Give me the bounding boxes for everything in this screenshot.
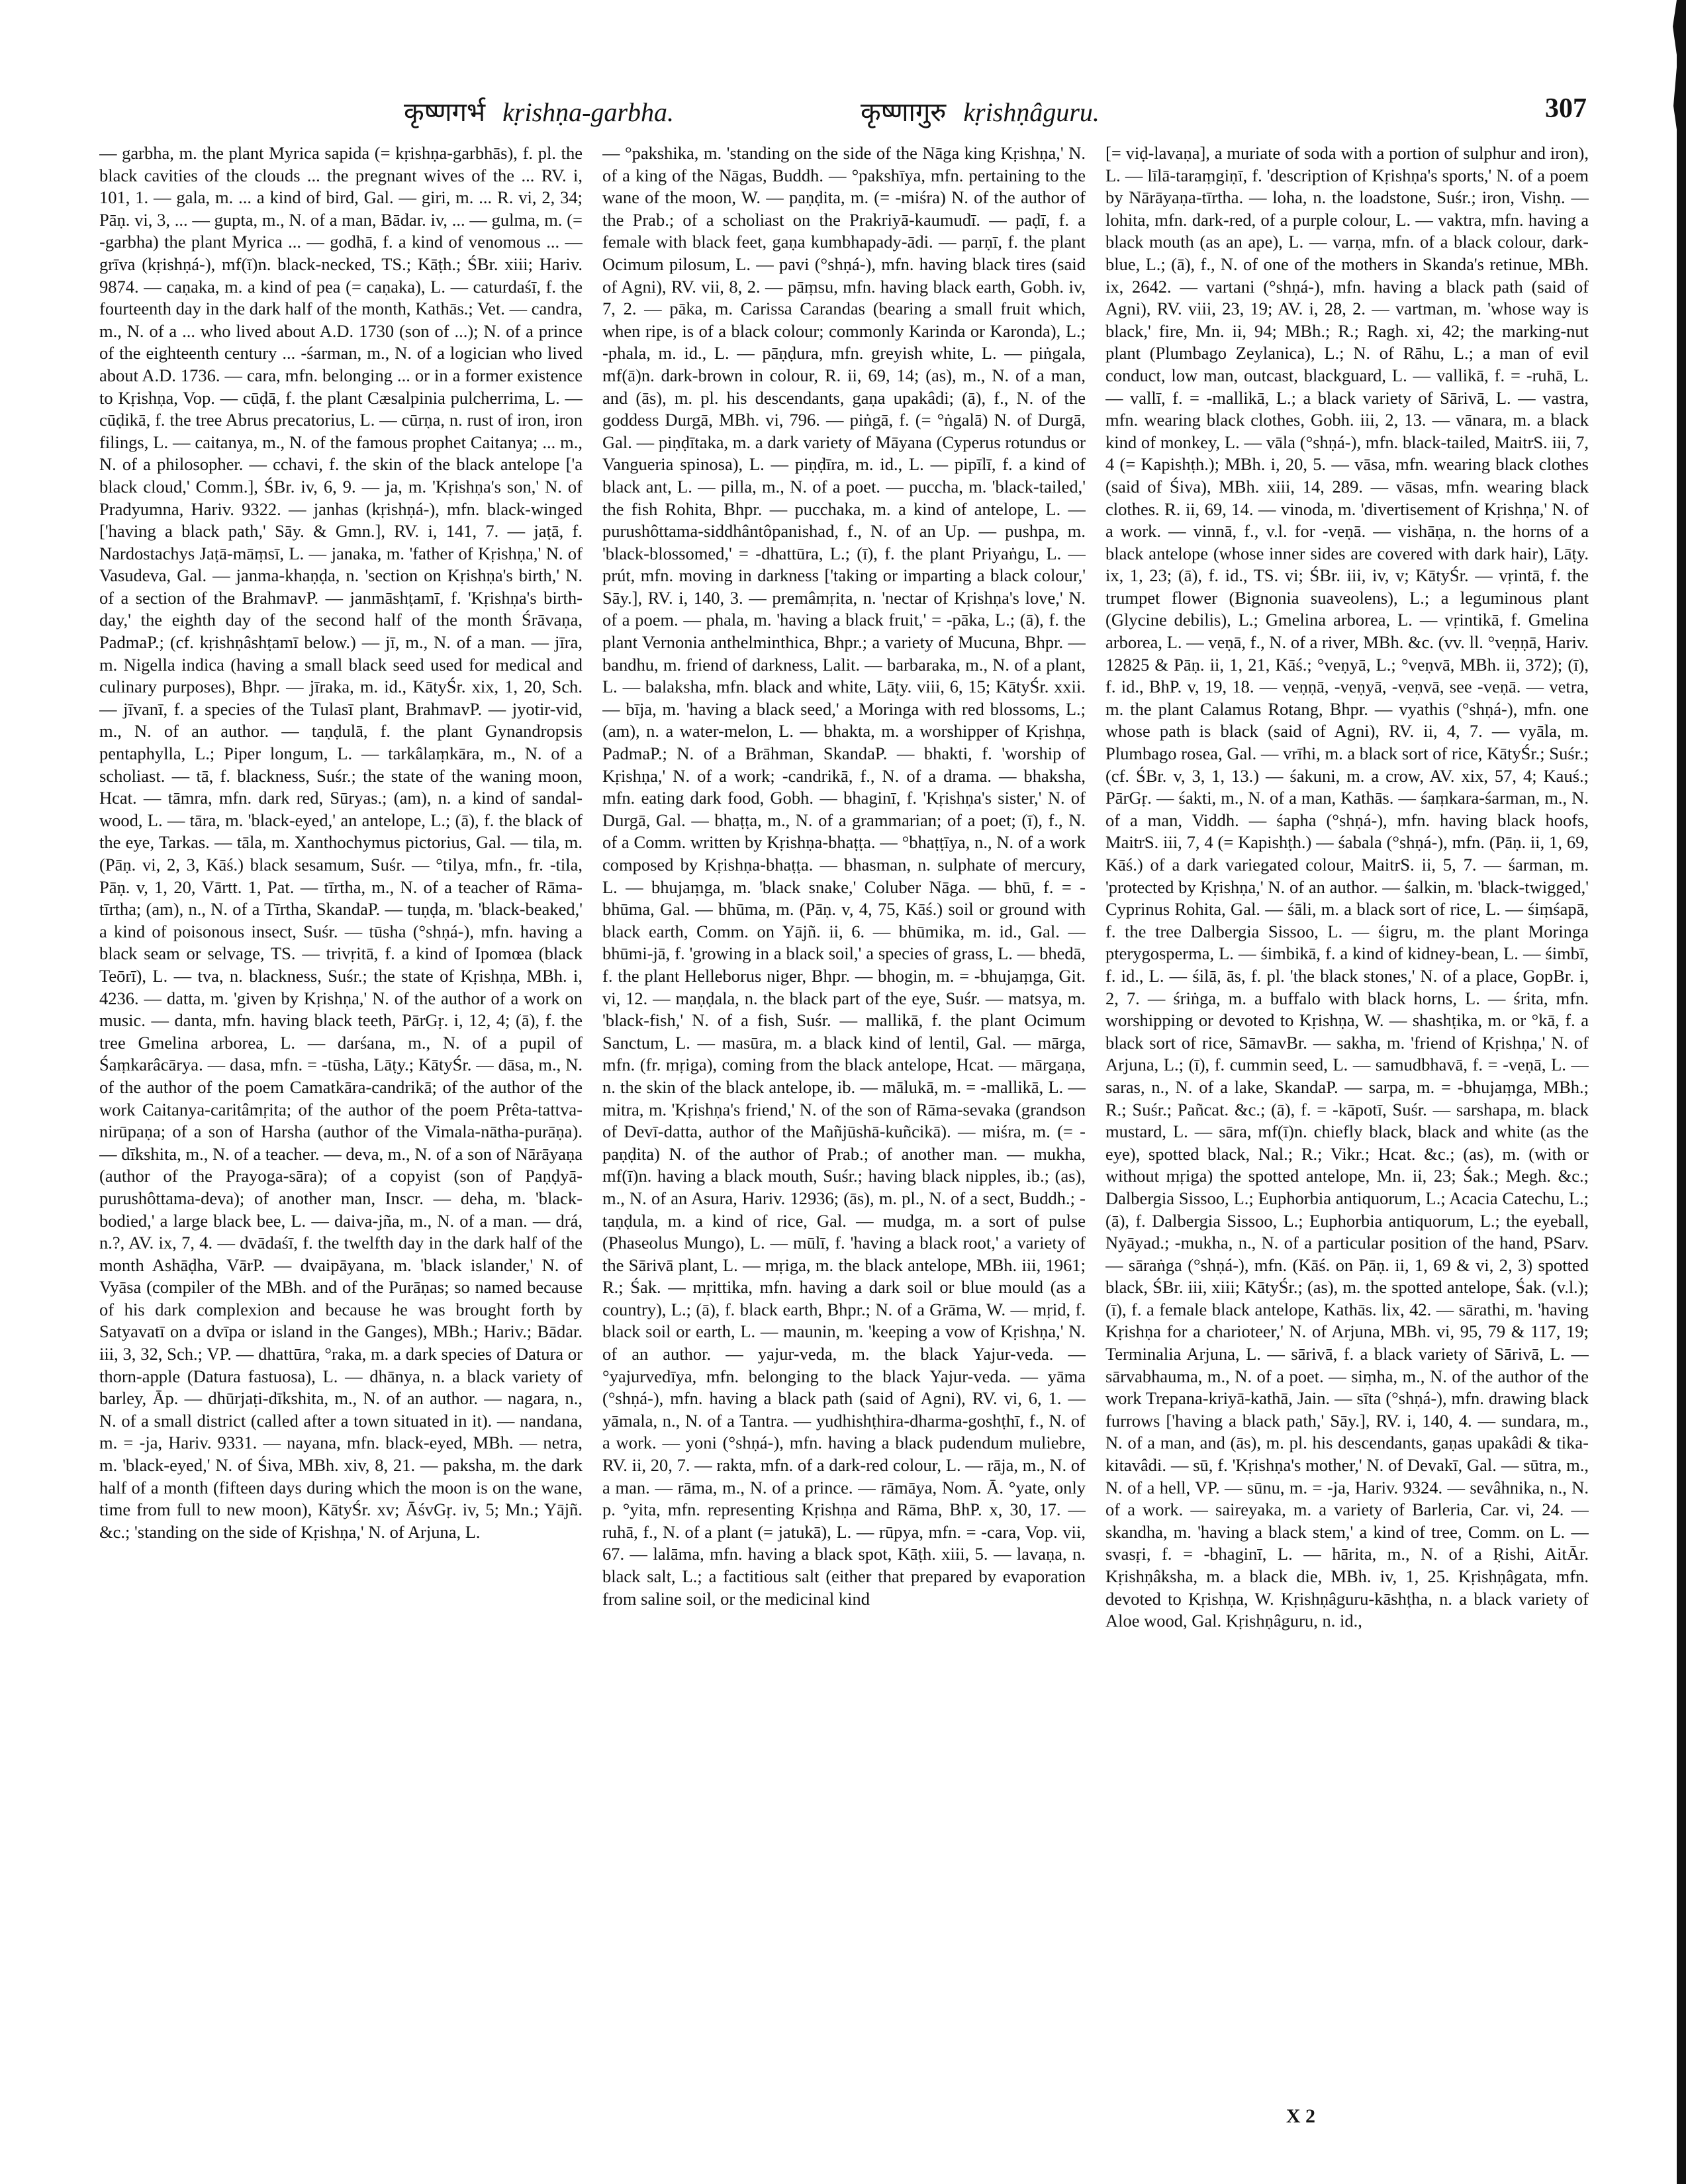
dictionary-columns (99, 142, 1589, 2109)
column-right-text: [= viḍ-lavaṇa], a muriate of soda with a portion of sulphur and iron), L. — līlā-taraṃgiṇī, f. 'description of Kṛishṇa's sports,' N. of a poem by Nārāyaṇa-tīrtha. — loha, n. the loadstone, Suśr.; iron, Vishṇ. — lohita, mfn. dark-red, of a purple colour, L. — vaktra, mfn. having a black mouth (as an ape), L. — varṇa, mfn. of a black colour, dark-blue, L.; (ā), f., N. of one of the mothers in Skanda's retinue, MBh. ix, 2642. — vartani (°shṇá-), mfn. having a black path (said of Agni), RV. viii, 23, 19; AV. i, 28, 2. — vartman, m. 'whose way is black,' fire, Mn. ii, 94; MBh.; R.; Ragh. xi, 42; the marking-nut plant (Plumbago Zeylanica), L.; N. of Rāhu, L.; a man of evil conduct, low man, outcast, blackguard, L. — vallikā, f. = -ruhā, L. — vallī, f. = -mallikā, L.; a black variety of Sārivā, L. — vastra, mfn. wearing black clothes, Gobh. iii, 2, 13. — vānara, m. a black kind of monkey, L. — vāla (°shṇá-), mfn. black-tailed, MaitrS. iii, 7, 4 (= Kapishṭh.); MBh. i, 20, 5. — vāsa, mfn. wearing black clothes (said of Śiva), MBh. xiii, 14, 289. — vāsas, mfn. wearing black clothes. R. ii, 69, 14. — vinoda, m. 'divertisement of Kṛishṇa,' N. of a work. — vinnā, f., v.l. for -veṇā. — vishāṇa, n. the horns of a black antelope (whose inner sides are covered with dark hair), Lāṭy. ix, 1, 23; (ā), f. id., TS. vi; ŚBr. iii, iv, v; KātyŚr. — vṛintā, f. the trumpet flower (Bignonia suaveolens), L.; a leguminous plant (Glycine debilis), L.; Gmelina arborea, L. — vṛintikā, f. Gmelina arborea, L. — veṇā, f., N. of a river, MBh. &c. (vv. ll. °veṇṇā, Hariv. 12825 & Pāṇ. ii, 1, 21, Kāś.; °veṇyā, L.; °veṇvā, MBh. ii, 372); (ī), f. id., BhP. v, 19, 18. — veṇṇā, -veṇyā, -veṇvā, see -veṇā. — vetra, m. the plant Calamus Rotang, Bhpr. — vyathis (°shṇá-), mfn. one whose path is black (said of Agni), RV. ii, 4, 7. — vyāla, m. Plumbago rosea, Gal. — vrīhi, m. a black sort of rice, KātyŚr.; Suśr.; (cf. ŚBr. v, 3, 1, 13.) — śakuni, m. a crow, AV. xix, 57, 4; Kauś.; PārGṛ. — śakti, m., N. of a man, Kathās. — śaṃkara-śarman, m., N. of a man, Viddh. — śapha (°shṇá-), mfn. having black hoofs, MaitrS. iii, 7, 4 (= Kapishṭh.) — śabala (°shṇá-), mfn. (Pāṇ. ii, 1, 69, Kāś.) of a dark variegated colour, MaitrS. ii, 5, 7. — śarman, m. 'protected by Kṛishṇa,' N. of an author. — śalkin, m. 'black-twigged,' Cyprinus Rohita, Gal. — śāli, m. a black sort of rice, L. — śiṃśapā, f. the tree Dalbergia Sissoo, L. — śigru, m. the plant Moringa pterygosperma, L. — śimbikā, f. a kind of kidney-bean, L. — śimbī, f. id., L. — śilā, ās, f. pl. 'the black stones,' N. of a place, GopBr. i, 2, 7. — śriṅga, m. a buffalo with black horns, L. — śrita, mfn. worshipping or devoted to Kṛishṇa, W. — shashṭika, m. or °kā, f. a black sort of rice, SāmavBr. — sakha, m. 'friend of Kṛishṇa,' N. of Arjuna, L.; (ī), f. cummin seed, L. — samudbhavā, f. = -veṇā, L. — saras, n., N. of a lake, SkandaP. — sarpa, m. = -bhujaṃga, MBh.; R.; Suśr.; Pañcat. &c.; (ā), f. = -kāpotī, Suśr. — sarshapa, m. black mustard, L. — sāra, mf(ī)n. chiefly black, black and white (as the eye), spotted black, Nal.; R.; Vikr.; Hcat. &c.; (as), m. (with or without mṛiga) the spotted antelope, Mn. ii, 23; Śak.; Megh. &c.; Dalbergia Sissoo, L.; Euphorbia antiquorum, L.; Acacia Catechu, L.; (ā), f. Dalbergia Sissoo, L.; Euphorbia antiquorum, L.; the eyeball, Nyāyad.; -mukha, n., N. of a particular position of the hand, PSarv. — sāraṅga (°shṇá-), mfn. (Kāś. on Pāṇ. ii, 1, 69 & vi, 2, 3) spotted black, ŚBr. iii, xiii; KātyŚr.; (as), m. the spotted antelope, Śak. (v.l.); (ī), f. a female black antelope, Kathās. lix, 42. — sārathi, m. 'having Kṛishṇa for a charioteer,' N. of Arjuna, MBh. vi, 95, 79 & 117, 19; Terminalia Arjuna, L. — sārivā, f. a black variety of Sārivā, L. — sārvabhauma, m., N. of a poet. — siṃha, m., N. of the author of the work Trepana-kriyā-kathā, Jain. — sīta (°shṇá-), mfn. drawing black furrows ['having a black path,' Sāy.], RV. i, 140, 4. — sundara, m., N. of a man, and (ās), m. pl. his descendants, gaṇas upakâdi & tika-kitavâdi. — sū, f. 'Kṛishṇa's mother,' N. of Devakī, Gal. — sūtra, m., N. of a hell, VP. — sūnu, m. = -ja, Hariv. 9324. — sevâhnika, n., N. of a work. — saireyaka, m. a variety of Barleria, Car. vi, 24. — skandha, m. 'having a black stem,' a kind of tree, Comm. on L. — svasṛi, f. = -bhaginī, L. — hārita, m., N. of a Ṛishi, AitĀr. Kṛishṇâksha, m. a black die, MBh. iv, 1, 25. Kṛishṇâgata, mfn. devoted to Kṛishṇa, W. Kṛishṇâguru-kāshṭha, n. a black variety of Aloe wood, Gal. Kṛishṇâguru, n. id., (1105, 143, 1589, 1631)
signature-mark: X 2 (1286, 2105, 1315, 2127)
page-number: 307 (1545, 93, 1587, 124)
right-headword-transliteration: kṛishṇâguru. (963, 97, 1100, 127)
left-headword-transliteration: kṛishṇa-garbha. (502, 97, 675, 127)
column-middle (602, 142, 1086, 2109)
right-headword-devanagari: कृष्णागुरु (861, 97, 947, 128)
left-headword-devanagari: कृष्णगर्भ (404, 97, 486, 128)
right-running-head (861, 93, 1100, 129)
scan-edge-border (1671, 0, 1686, 2184)
column-left-text: — garbha, m. the plant Myrica sapida (= kṛishṇa-garbhās), f. pl. the black cavities of the clouds ... the pregnant wives of the ... RV. i, 101, 1. — gala, m. ... a kind of bird, Gal. — giri, m. ... R. vi, 2, 34; Pāṇ. vi, 3, ... — gupta, m., N. of a man, Bādar. iv, ... — gulma, m. (= -garbha) the plant Myrica ... — godhā, f. a kind of venomous ... — grīva (kṛishṇá-), mf(ī)n. black-necked, TS.; Kāṭh.; ŚBr. xiii; Hariv. 9874. — caṇaka, m. a kind of pea (= caṇaka), L. — caturdaśī, f. the fourteenth day in the dark half of the month, Kathās.; Vet. — candra, m., N. of a ... who lived about A.D. 1730 (son of ...); N. of a prince of the eighteenth century ... -śarman, m., N. of a logician who lived about A.D. 1736. — cara, mfn. belonging ... or in a former existence to Kṛishṇa, Vop. — cūḍā, f. the plant Cæsalpinia pulcherrima, L. — cūḍikā, f. the tree Abrus precatorius, L. — cūrṇa, n. rust of iron, iron filings, L. — caitanya, m., N. of the famous prophet Caitanya; ... m., N. of a philosopher. — cchavi, f. the skin of the black antelope ['a black cloud,' Comm.], ŚBr. iv, 6, 9. — ja, m. 'Kṛishṇa's son,' N. of Pradyumna, Hariv. 9322. — janhas (kṛishṇá-), mfn. black-winged ['having a black path,' Sāy. & Gmn.], RV. i, 141, 7. — jaṭā, f. Nardostachys Jaṭā-māṃsī, L. — janaka, m. 'father of Kṛishṇa,' N. of Vasudeva, Gal. — janma-khaṇḍa, n. 'section on Kṛishṇa's birth,' N. of a section of the BrahmavP. — janmāshṭamī, f. 'Kṛishṇa's birth-day,' the eighth day of the second half of the month Śrāvaṇa, PadmaP.; (cf. kṛishṇâshṭamī below.) — jī, m., N. of a man. — jīra, m. Nigella indica (having a small black seed used for medical and culinary purposes), Bhpr. — jīraka, m. id., KātyŚr. xix, 1, 20, Sch. — jīvanī, f. a species of the Tulasī plant, BrahmavP. — jyotir-vid, m., N. of an author. — taṇḍulā, f. the plant Gynandropsis pentaphylla, L.; Piper longum, L. — tarkâlaṃkāra, m., N. of a scholiast. — tā, f. blackness, Suśr.; the state of the waning moon, Hcat. — tāmra, mfn. dark red, Sūryas.; (am), n. a kind of sandal-wood, L. — tāra, m. 'black-eyed,' an antelope, L.; (ā), f. the black of the eye, Tarkas. — tāla, m. Xanthochymus pictorius, Gal. — tila, m. (Pāṇ. vi, 2, 3, Kāś.) black sesamum, Suśr. — °tilya, mfn., fr. -tila, Pāṇ. v, 1, 20, Vārtt. 1, Pat. — tīrtha, m., N. of a teacher of Rāma-tīrtha; (am), n., N. of a Tīrtha, SkandaP. — tuṇḍa, m. 'black-beaked,' a kind of poisonous insect, Suśr. — tūsha (°shṇá-), mfn. having a black seam or selvage, TS. — trivṛitā, f. a kind of Ipomœa (black Teōrī), L. — tva, n. blackness, Suśr.; the state of Kṛishṇa, MBh. i, 4236. — datta, m. 'given by Kṛishṇa,' N. of the author of a work on music. — danta, mfn. having black teeth, PārGṛ. i, 12, 4; (ā), f. the tree Gmelina arborea, L. — darśana, m., N. of a pupil of Śaṃkarâcārya. — dasa, mfn. = -tūsha, Lāṭy.; KātyŚr. — dāsa, m., N. of the author of the poem Camatkāra-candrikā; of the author of the work Caitanya-caritâmṛita; of the author of the poem Prêta-tattva-nirūpaṇa; of a son of Harsha (author of the Vimala-nātha-purāṇa). — dīkshita, m., N. of a teacher. — deva, m., N. of a son of Nārāyaṇa (author of the Prayoga-sāra); of a copyist (son of Paṇḍyā-purushôttama-deva); of another man, Inscr. — deha, m. 'black-bodied,' a large black bee, L. — daiva-jña, m., N. of a man. — drá, n.?, AV. ix, 7, 4. — dvādaśī, f. the twelfth day in the dark half of the month Ashāḍha, VārP. — dvaipāyana, m. 'black islander,' N. of Vyāsa (compiler of the MBh. and of the Purāṇas; so named because of his dark complexion and because he was brought forth by Satyavatī on a dvīpa or island in the Ganges), MBh.; Hariv.; Bādar. iii, 3, 32, Sch.; VP. — dhattūra, °raka, m. a dark species of Datura or thorn-apple (Datura fastuosa), L. — dhānya, n. a black variety of barley, Āp. — dhūrjaṭi-dīkshita, m., N. of an author. — nagara, n., N. of a small district (called after a town situated in it). — nandana, m. = -ja, Hariv. 9331. — nayana, mfn. black-eyed, MBh. — netra, m. 'black-eyed,' N. of Śiva, MBh. xiv, 8, 21. — paksha, m. the dark half of a month (fifteen days during which the moon is on the wane, time from full to new moon), KātyŚr. xv; ĀśvGṛ. iv, 5; Mn.; Yājñ. &c.; 'standing on the side of Kṛishṇa,' N. of Arjuna, L. (99, 143, 583, 1542)
page-header (99, 93, 1587, 139)
column-middle-text: — °pakshika, m. 'standing on the side of the Nāga king Kṛishṇa,' N. of a king of the Nāgas, Buddh. — °pakshīya, mfn. pertaining to the wane of the moon, W. — paṇḍita, m. (= -miśra) N. of the author of the Prab.; of a scholiast on the Prakriyā-kaumudī. — paḍī, f. a female with black feet, gaṇa kumbhapady-ādi. — parṇī, f. the plant Ocimum pilosum, L. — pavi (°shṇá-), mfn. having black tires (said of Agni), RV. vii, 8, 2. — pāṃsu, mfn. having black earth, Gobh. iv, 7, 2. — pāka, m. Carissa Carandas (bearing a small fruit which, when ripe, is of a black colour; commonly Karinda or Karonda), L.; -phala, m. id., L. — pāṇḍura, mfn. greyish white, L. — piṅgala, mf(ā)n. dark-brown in colour, R. ii, 69, 14; (as), m., N. of a man, and (ās), m. pl. his descendants, gaṇa upakâdi; (ā), f., N. of the goddess Durgā, MBh. vi, 796. — piṅgā, f. (= °ṅgalā) N. of Durgā, Gal. — piṇḍītaka, m. a dark variety of Māyana (Cyperus rotundus or Vangueria spinosa), L. — piṇḍīra, m. id., L. — pipīlī, f. a kind of black ant, L. — pilla, m., N. of a poet. — puccha, m. 'black-tailed,' the fish Rohita, Bhpr. — pucchaka, m. a kind of antelope, L. — purushôttama-siddhântôpanishad, f., N. of an Up. — pushpa, m. 'black-blossomed,' = -dhattūra, L.; (ī), f. the plant Priyaṅgu, L. — prút, mfn. moving in darkness ['taking or imparting a black colour,' Sāy.], RV. i, 140, 3. — premâmṛita, n. 'nectar of Kṛishṇa's love,' N. of a poem. — phala, m. 'having a black fruit,' = -pāka, L.; (ā), f. the plant Vernonia anthelminthica, Bhpr.; a variety of Mucuna, Bhpr. — bandhu, m. friend of darkness, Lalit. — barbaraka, m., N. of a plant, L. — balaksha, mfn. black and white, Lāṭy. viii, 6, 15; KātyŚr. xxii. — bīja, m. 'having a black seed,' a Moringa with red blossoms, L.; (am), n. a water-melon, L. — bhakta, m. a worshipper of Kṛishṇa, PadmaP.; N. of a Brāhman, SkandaP. — bhakti, f. 'worship of Kṛishṇa,' N. of a work; -candrikā, f., N. of a drama. — bhaksha, mfn. eating dark food, Gobh. — bhaginī, f. 'Kṛishṇa's sister,' N. of Durgā, Gal. — bhaṭṭa, m., N. of a grammarian; of a poet; (ī), f., N. of a Comm. written by Kṛishṇa-bhaṭṭa. — °bhaṭṭīya, n., N. of a work composed by Kṛishṇa-bhaṭṭa. — bhasman, n. sulphate of mercury, L. — bhujaṃga, m. 'black snake,' Coluber Nāga. — bhū, f. = -bhūma, Gal. — bhūma, m. (Pāṇ. v, 4, 75, Kāś.) soil or ground with black earth, Comm. on Yājñ. ii, 6. — bhūmika, m. id., Gal. — bhūmi-jā, f. 'growing in a black soil,' a species of grass, L. — bhedā, f. the plant Helleborus niger, Bhpr. — bhogin, m. = -bhujaṃga, Git. vi, 12. — maṇḍala, n. the black part of the eye, Suśr. — matsya, m. 'black-fish,' N. of a fish, Suśr. — mallikā, f. the plant Ocimum Sanctum, L. — masūra, m. a black kind of lentil, Gal. — mārga, mfn. (fr. mṛiga), coming from the black antelope, Hcat. — mārgaṇa, n. the skin of the black antelope, ib. — mālukā, m. = -mallikā, L. — mitra, m. 'Kṛishṇa's friend,' N. of the son of Rāma-sevaka (grandson of Devī-datta, author of the Mañjūshā-kuñcikā). — miśra, m. (= -paṇḍita) N. of the author of Prab.; of another man. — mukha, mf(ī)n. having a black mouth, Suśr.; having black nipples, ib.; (as), m., N. of an Asura, Hariv. 12936; (ās), m. pl., N. of a sect, Buddh.; -taṇḍula, m. a kind of rice, Gal. — mudga, m. a sort of pulse (Phaseolus Mungo), L. — mūlī, f. 'having a black root,' a variety of the Sārivā plant, L. — mṛiga, m. the black antelope, MBh. iii, 1961; R.; Śak. — mṛittika, mfn. having a dark soil or blue mould (as a country), L.; (ā), f. black earth, Bhpr.; N. of a Grāma, W. — mṛid, f. black soil or earth, L. — maunin, m. 'keeping a vow of Kṛishṇa,' N. of an author. — yajur-veda, m. the black Yajur-veda. — °yajurvedīya, mfn. belonging to the black Yajur-veda. — yāma (°shṇá-), mfn. having a black path (said of Agni), RV. vi, 6, 1. — yāmala, n., N. of a Tantra. — yudhishṭhira-dharma-goshṭhī, f., N. of a work. — yoni (°shṇá-), mfn. having a black pudendum muliebre, RV. ii, 20, 7. — rakta, mfn. of a dark-red colour, L. — rāja, m., N. of a man. — rāma, m., N. of a prince. — rāmāya, Nom. Ā. °yate, only p. °yita, mfn. representing Kṛishṇa and Rāma, BhP. x, 30, 17. — ruhā, f., N. of a plant (= jatukā), L. — rūpya, mfn. = -cara, Vop. vii, 67. — lalāma, mfn. having a black spot, Kāṭh. xiii, 5. — lavaṇa, n. black salt, L.; a factitious salt (either that prepared by evaporation from saline soil, or the medicinal kind (602, 143, 1086, 1609)
column-left (99, 142, 583, 2109)
left-running-head (404, 93, 674, 129)
column-right (1105, 142, 1589, 2109)
